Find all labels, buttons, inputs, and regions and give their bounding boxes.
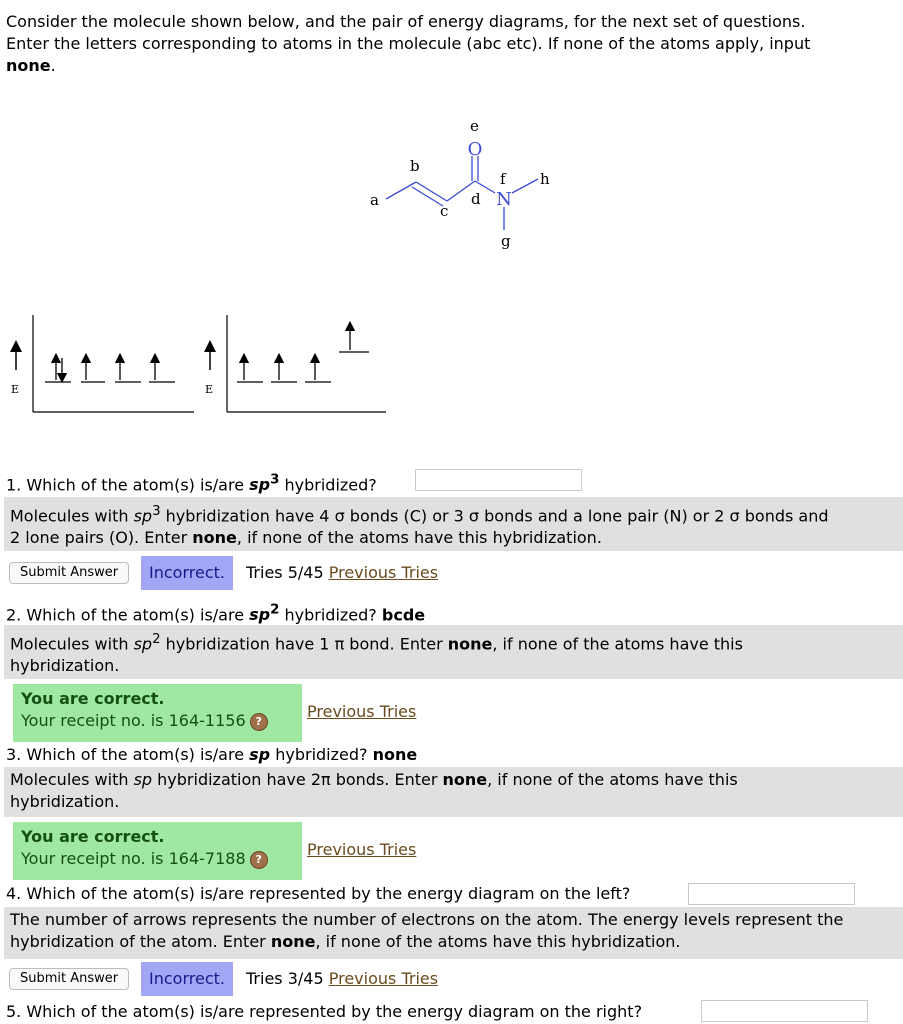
hint-text: , if none of the atoms have this (487, 770, 738, 789)
atom-oxygen: O (467, 139, 483, 160)
question-number: 1. (6, 475, 22, 495)
question-1 (6, 470, 377, 496)
bond-n-h (512, 179, 538, 193)
hint-text: hybridization of the atom. Enter (10, 932, 271, 951)
question-number: 2. (6, 605, 22, 625)
correct-message: You are correct. (21, 689, 165, 708)
question-3 (6, 744, 417, 766)
previous-tries-link-1[interactable]: Previous Tries (328, 563, 439, 582)
correct-message: You are correct. (21, 827, 165, 846)
label-f: f (500, 170, 506, 188)
receipt-number: Your receipt no. is 164-7188 (21, 849, 246, 868)
question-suffix: hybridized? (275, 745, 368, 764)
hint-text: hybridization have 4 σ bonds (C) or 3 σ bonds and a lone pair (N) or 2 σ bonds and (160, 506, 829, 526)
question-text: Which of the atom(s) is/are (26, 745, 245, 764)
question-number: 4. (6, 884, 22, 903)
label-a: a (370, 191, 379, 209)
intro-line-3 (6, 55, 896, 77)
hint-text: 2 lone pairs (O). Enter (10, 528, 193, 548)
question-number: 3. (6, 745, 22, 764)
energy-diagrams (0, 310, 400, 420)
tries-text: Tries 3/45 (246, 969, 324, 988)
label-g: g (501, 232, 511, 250)
hint-text: Molecules with (10, 634, 134, 654)
question-suffix: hybridized? (284, 605, 377, 625)
correct-box-2 (13, 684, 302, 742)
help-icon[interactable]: ? (250, 851, 268, 869)
tries-count-1 (246, 562, 438, 584)
hint-4 (4, 907, 903, 959)
hint-text: Molecules with (10, 770, 134, 789)
answer-input-4[interactable] (688, 883, 855, 905)
hint-bold: none (192, 528, 237, 548)
question-number: 5. (6, 1002, 22, 1021)
question-text: Which of the atom(s) is/are (26, 475, 245, 495)
submit-answer-button-1[interactable]: Submit Answer (9, 562, 129, 584)
label-b: b (410, 157, 420, 175)
hint-text: hybridization have 2π bonds. Enter (152, 770, 443, 789)
energy-diagram-left (11, 315, 194, 412)
hybrid-superscript: 2 (270, 603, 280, 618)
molecule-structure (360, 115, 560, 255)
incorrect-badge-1: Incorrect. (141, 556, 233, 590)
intro-line-1: Consider the molecule shown below, and the pair of energy diagrams, for the next set of questions. (6, 12, 806, 31)
question-2 (6, 600, 425, 626)
hint-2 (4, 625, 903, 679)
answer-value-3: none (372, 745, 418, 764)
hint-term: sp (133, 770, 153, 789)
label-h: h (540, 170, 550, 188)
hybrid-term: sp (249, 475, 271, 495)
hint-term: sp (133, 634, 153, 654)
hint-text: The number of arrows represents the number of electrons on the atom. The energy levels represent the (10, 910, 844, 929)
question-text: Which of the atom(s) is/are represented by the energy diagram on the right? (26, 1002, 643, 1021)
hint-sup: 3 (152, 504, 161, 519)
question-5 (6, 1001, 642, 1023)
hybrid-term: sp (249, 605, 271, 625)
question-suffix: hybridized? (284, 475, 377, 495)
hint-text: , if none of the atoms have this hybridization. (236, 528, 602, 548)
hint-text: hybridization. (10, 656, 120, 676)
intro-text (6, 11, 896, 77)
hint-term: sp (133, 506, 153, 526)
tries-text: Tries 5/45 (246, 563, 324, 582)
question-text: Which of the atom(s) is/are (26, 605, 245, 625)
question-4 (6, 883, 630, 905)
hint-text: hybridization. (10, 792, 120, 811)
receipt-number: Your receipt no. is 164-1156 (21, 711, 246, 730)
label-e: e (470, 117, 479, 135)
intro-period: . (50, 56, 56, 75)
hint-1 (4, 497, 903, 551)
previous-tries-link-3[interactable]: Previous Tries (307, 840, 417, 859)
hint-bold: none (447, 634, 493, 654)
bond-b-c-1 (416, 182, 447, 201)
energy-label-right: E (205, 383, 214, 396)
energy-label-left: E (11, 383, 20, 396)
previous-tries-2 (307, 701, 416, 723)
hint-text: Molecules with (10, 506, 134, 526)
tries-count-4 (246, 968, 438, 990)
bond-a-b (386, 182, 416, 199)
question-text: Which of the atom(s) is/are represented by the energy diagram on the left? (26, 884, 631, 903)
incorrect-badge-4: Incorrect. (141, 962, 233, 996)
help-icon[interactable]: ? (250, 713, 268, 731)
answer-value-2: bcde (381, 605, 426, 625)
hint-text: , if none of the atoms have this (492, 634, 743, 654)
label-d: d (471, 190, 481, 208)
answer-input-1[interactable] (415, 469, 582, 491)
previous-tries-link-4[interactable]: Previous Tries (328, 969, 439, 988)
hybrid-term: sp (249, 745, 271, 764)
hint-bold: none (442, 770, 488, 789)
hint-bold: none (270, 932, 316, 951)
correct-box-3 (13, 822, 302, 880)
label-c: c (440, 202, 449, 220)
submit-answer-button-4[interactable]: Submit Answer (9, 968, 129, 990)
energy-diagram-right (205, 315, 386, 412)
previous-tries-link-2[interactable]: Previous Tries (307, 702, 417, 721)
hint-sup: 2 (152, 632, 161, 647)
intro-line-2: Enter the letters corresponding to atoms in the molecule (abc etc). If none of the atoms apply, input (6, 34, 811, 53)
answer-input-5[interactable] (701, 1000, 868, 1022)
intro-none-bold: none (6, 56, 51, 75)
hybrid-superscript: 3 (270, 473, 280, 488)
bond-b-c-2 (412, 187, 443, 206)
hint-3 (4, 767, 903, 817)
hint-text: , if none of the atoms have this hybridization. (315, 932, 681, 951)
previous-tries-3 (307, 839, 416, 861)
atom-nitrogen: N (496, 189, 512, 210)
hint-text: hybridization have 1 π bond. Enter (160, 634, 448, 654)
